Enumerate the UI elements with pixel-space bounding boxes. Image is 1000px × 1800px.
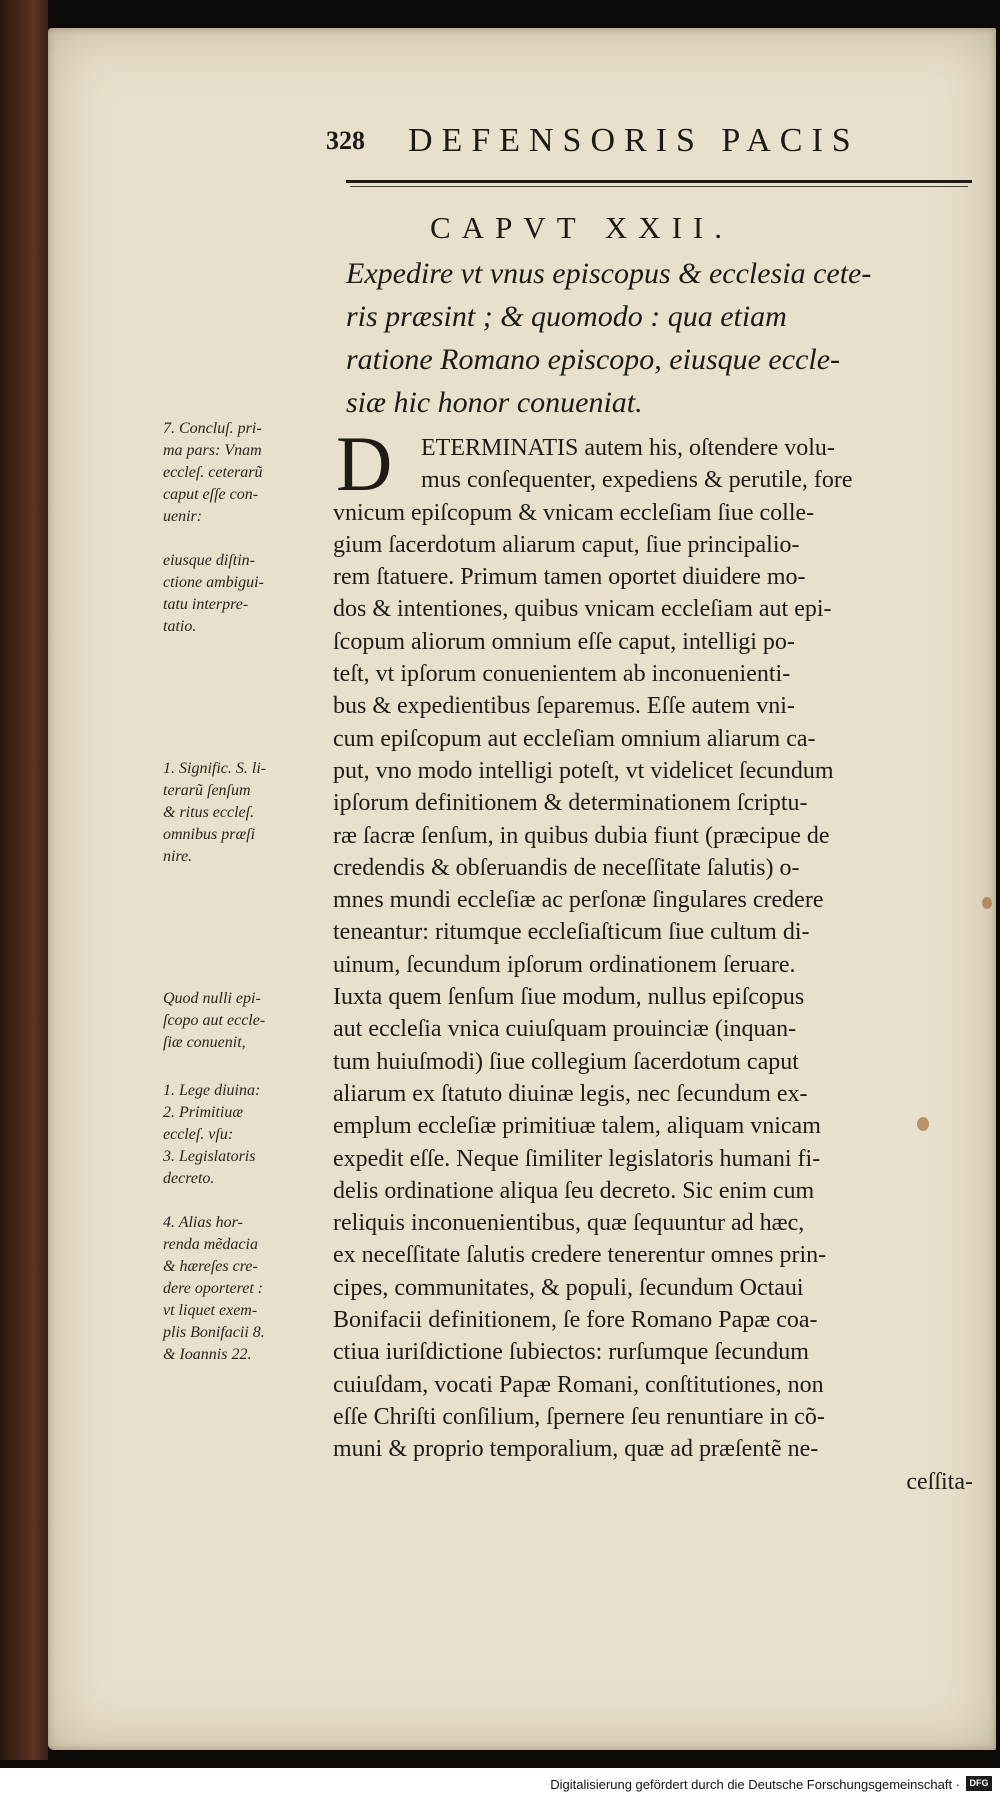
text-line: emplum eccleſiæ primitiuæ talem, aliquam vnicam	[333, 1113, 821, 1140]
marginal-line: tatio.	[163, 618, 197, 635]
text-line: uinum, ſecundum ipſorum ordinationem ſeruare.	[333, 951, 796, 978]
text-line: cipes, communitates, & populi, ſecundum Octaui	[333, 1274, 804, 1301]
marginal-line: ſcopo aut eccle-	[163, 1012, 266, 1029]
head-rule-thin	[350, 186, 968, 187]
text-line: ſcopum aliorum omnium eſſe caput, intelligi po-	[333, 628, 795, 655]
marginal-line: 1. Lege diuina:	[163, 1082, 261, 1099]
text-line: ex neceſſitate ſalutis credere tenerentur omnes prin-	[333, 1242, 827, 1269]
marginal-line: plis Bonifacii 8.	[163, 1324, 265, 1341]
marginal-line: eiusque diſtin-	[163, 552, 255, 569]
marginal-line: 4. Alias hor-	[163, 1214, 243, 1231]
drop-cap-initial: D	[336, 420, 393, 507]
marginal-line: Quod nulli epi-	[163, 990, 261, 1007]
text-line: ipſorum definitionem & determinationem ſcriptu-	[333, 790, 808, 817]
text-line: reliquis inconuenientibus, quæ ſequuntur ad hæc,	[333, 1210, 805, 1237]
chapter-summary	[346, 252, 956, 424]
marginal-line: ctione ambigui-	[163, 574, 264, 591]
footer-bar	[0, 1768, 1000, 1800]
marginal-line: vt liquet exem-	[163, 1302, 258, 1319]
text-line: ETERMINATIS autem his, oſtendere volu-	[421, 435, 835, 461]
text-line: vnicum epiſcopum & vnicam eccleſiam ſiue colle-	[333, 499, 815, 526]
marginal-line: 1. Signific. S. li-	[163, 760, 267, 777]
text-line: ræ ſacræ ſenſum, in quibus dubia fiunt (præcipue de	[333, 822, 830, 849]
marginal-line: uenir:	[163, 508, 203, 525]
marginal-line: ma pars: Vnam	[163, 442, 262, 459]
marginal-line: 2. Primitiuæ	[163, 1104, 244, 1121]
text-line: cuiuſdam, vocati Papæ Romani, conſtitutiones, non	[333, 1371, 824, 1398]
footer-credit: Digitalisierung gefördert durch die Deutsche Forschungsgemeinschaft ·	[550, 1777, 960, 1792]
marginal-note-alias	[163, 1212, 313, 1366]
marginal-line: terarũ ſenſum	[163, 782, 251, 799]
marginal-line: nire.	[163, 848, 193, 865]
text-line: teſt, vt ipſorum conuenientem ab inconuenienti-	[333, 661, 791, 688]
summary-line: ratione Romano episcopo, eiusque eccle-	[346, 343, 841, 376]
text-line: credendis & obſeruandis de neceſſitate ſalutis) o-	[333, 854, 800, 881]
marginal-line: & ritus eccleſ.	[163, 804, 255, 821]
dfg-logo-icon: DFG	[966, 1776, 992, 1791]
paper-stain	[982, 897, 992, 909]
marginal-note-distinction	[163, 550, 313, 638]
page-number: 328	[326, 126, 365, 155]
marginal-line: 7. Concluſ. pri-	[163, 420, 262, 437]
running-head	[326, 118, 966, 170]
marginal-note-significance	[163, 758, 313, 868]
marginal-line: tatu interpre-	[163, 596, 249, 613]
summary-line: siæ hic honor conueniat.	[346, 386, 643, 419]
marginal-line: omnibus præſi	[163, 826, 256, 843]
running-title: DEFENSORIS PACIS	[408, 122, 860, 159]
marginal-note-nulli	[163, 988, 313, 1054]
text-line: put, vno modo intelligi poteſt, vt videlicet ſecundum	[333, 757, 834, 784]
text-line: mnes mundi eccleſiæ ac perſonæ ſingulares credere	[333, 887, 824, 914]
marginal-line: ſiæ conuenit,	[163, 1034, 246, 1051]
marginal-line: eccleſ. vſu:	[163, 1126, 234, 1143]
text-line: eſſe Chriſti conſilium, ſpernere ſeu renuntiare in cõ-	[333, 1403, 825, 1430]
text-line: aut eccleſia vnica cuiuſquam prouinciæ (inquan-	[333, 1016, 797, 1043]
text-line: teneantur: ritumque eccleſiaſticum ſiue cultum di-	[333, 919, 810, 946]
marginal-line: renda mẽdacia	[163, 1236, 258, 1253]
marginal-line: decreto.	[163, 1170, 215, 1187]
text-line: dos & intentiones, quibus vnicam eccleſiam aut epi-	[333, 596, 832, 623]
body-text	[333, 432, 973, 1498]
marginal-line: & hæreſes cre-	[163, 1258, 258, 1275]
text-line: ceſſita-	[906, 1468, 973, 1495]
chapter-title: CAPVT XXII.	[430, 210, 733, 245]
text-line: Bonifacii definitionem, ſe fore Romano Papæ coa-	[333, 1307, 818, 1334]
text-line: muni & proprio temporalium, quæ ad præſentẽ ne-	[333, 1436, 819, 1463]
text-line: bus & expedientibus ſeparemus. Eſſe autem vni-	[333, 693, 795, 720]
marginal-note-conclusion	[163, 418, 313, 528]
text-line: mus conſequenter, expediens & perutile, fore	[421, 467, 853, 494]
scan-edge	[0, 0, 48, 1760]
text-line: tum huiuſmodi) ſiue collegium ſacerdotum caput	[333, 1048, 799, 1075]
text-line: delis ordinatione aliqua ſeu decreto. Sic enim cum	[333, 1177, 815, 1204]
marginal-line: eccleſ. ceterarũ	[163, 464, 263, 481]
head-rule	[346, 180, 972, 183]
text-line: aliarum ex ſtatuto diuinæ legis, nec ſecundum ex-	[333, 1080, 808, 1107]
summary-line: ris præsint ; & quomodo : qua etiam	[346, 300, 787, 333]
text-line: ctiua iuriſdictione ſubiectos: rurſumque ſecundum	[333, 1339, 809, 1366]
marginal-line: 3. Legislatoris	[163, 1148, 256, 1165]
marginal-line: & Ioannis 22.	[163, 1346, 252, 1363]
text-line: Iuxta quem ſenſum ſiue modum, nullus epiſcopus	[333, 984, 805, 1011]
paper-stain	[917, 1117, 929, 1131]
text-line: rem ſtatuere. Primum tamen oportet diuidere mo-	[333, 564, 806, 591]
marginal-note-reasons	[163, 1080, 313, 1190]
marginal-line: caput eſſe con-	[163, 486, 259, 503]
text-line: cum epiſcopum aut eccleſiam omnium aliarum ca-	[333, 725, 816, 752]
text-line: gium ſacerdotum aliarum caput, ſiue principalio-	[333, 531, 800, 558]
text-line: expedit eſſe. Neque ſimiliter legislatoris humani fi-	[333, 1145, 821, 1172]
marginal-line: dere oporteret :	[163, 1280, 264, 1297]
summary-line: Expedire vt vnus episcopus & ecclesia cete-	[346, 257, 872, 290]
